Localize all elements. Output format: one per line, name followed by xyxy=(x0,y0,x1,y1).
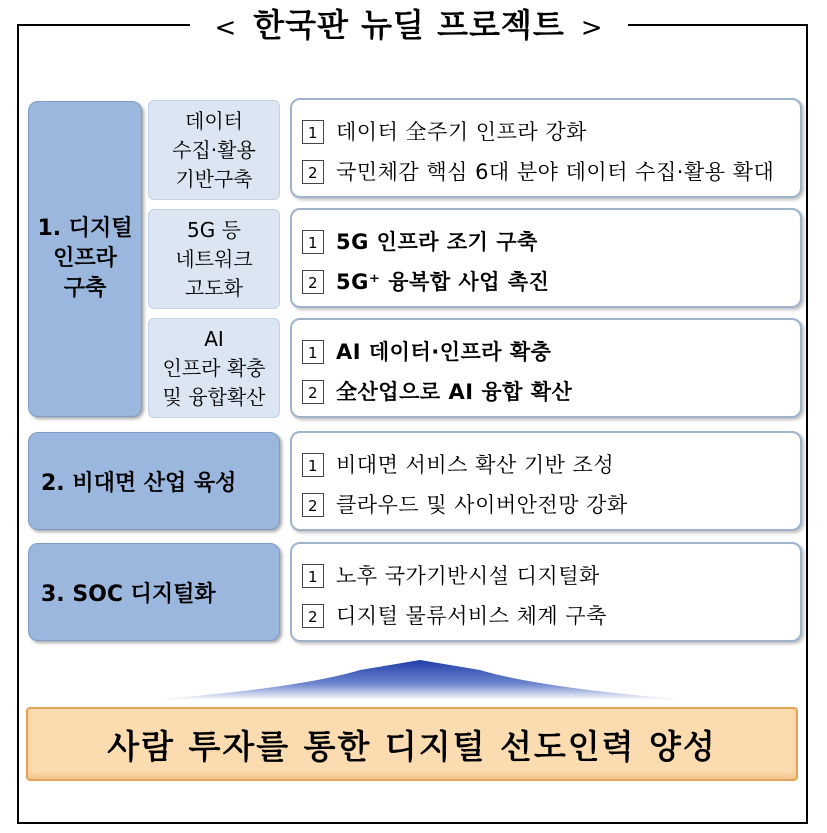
task-item xyxy=(302,112,800,152)
item-text: 비대면 서비스 확산 기반 조성 xyxy=(336,453,615,477)
task-item xyxy=(302,332,800,372)
item-text: AI 데이터·인프라 확충 xyxy=(336,340,552,364)
item-text: 국민체감 핵심 6대 분야 데이터 수집·활용 확대 xyxy=(336,160,775,184)
title-left-bracket: < xyxy=(214,13,238,43)
page-title xyxy=(190,0,628,50)
item-number: 2 xyxy=(302,270,324,294)
task-item xyxy=(302,262,800,302)
task-box-data xyxy=(290,98,802,198)
task-item xyxy=(302,222,800,262)
task-item xyxy=(302,556,800,596)
task-item xyxy=(302,485,800,525)
item-text: 디지털 물류서비스 체계 구축 xyxy=(336,604,607,628)
item-number: 2 xyxy=(302,160,324,184)
task-item xyxy=(302,152,800,192)
item-number: 1 xyxy=(302,230,324,254)
task-item xyxy=(302,372,800,412)
item-number: 1 xyxy=(302,453,324,477)
item-number: 2 xyxy=(302,380,324,404)
task-box-soc xyxy=(290,542,802,642)
task-item xyxy=(302,596,800,636)
subcategory-5g: 5G 등 네트워크 고도화 xyxy=(148,209,280,309)
task-box-untact xyxy=(290,431,802,531)
subcategory-ai: AI 인프라 확충 및 융합확산 xyxy=(148,318,280,418)
category-soc-digital: 3. SOC 디지털화 xyxy=(28,543,280,641)
item-number: 1 xyxy=(302,564,324,588)
title-right-bracket: > xyxy=(580,13,604,43)
task-box-5g xyxy=(290,208,802,308)
subcategory-data: 데이터 수집·활용 기반구축 xyxy=(148,100,280,200)
item-text: 5G⁺ 융복합 사업 촉진 xyxy=(336,270,550,294)
item-number: 2 xyxy=(302,493,324,517)
task-item xyxy=(302,445,800,485)
item-text: 클라우드 및 사이버안전망 강화 xyxy=(336,493,628,517)
category-untact-industry: 2. 비대면 산업 육성 xyxy=(28,432,280,530)
task-box-ai xyxy=(290,318,802,418)
item-text: 노후 국가기반시설 디지털화 xyxy=(336,564,600,588)
up-arrow-icon xyxy=(150,660,690,700)
title-text: 한국판 뉴딜 프로젝트 xyxy=(253,6,565,44)
bottom-banner: 사람 투자를 통한 디지털 선도인력 양성 xyxy=(26,707,798,781)
item-text: 5G 인프라 조기 구축 xyxy=(336,230,538,254)
item-number: 1 xyxy=(302,120,324,144)
item-text: 데이터 全주기 인프라 강화 xyxy=(336,120,587,144)
item-number: 1 xyxy=(302,340,324,364)
item-number: 2 xyxy=(302,604,324,628)
item-text: 全산업으로 AI 융합 확산 xyxy=(336,380,573,404)
category-digital-infra: 1. 디지털 인프라 구축 xyxy=(28,101,142,417)
